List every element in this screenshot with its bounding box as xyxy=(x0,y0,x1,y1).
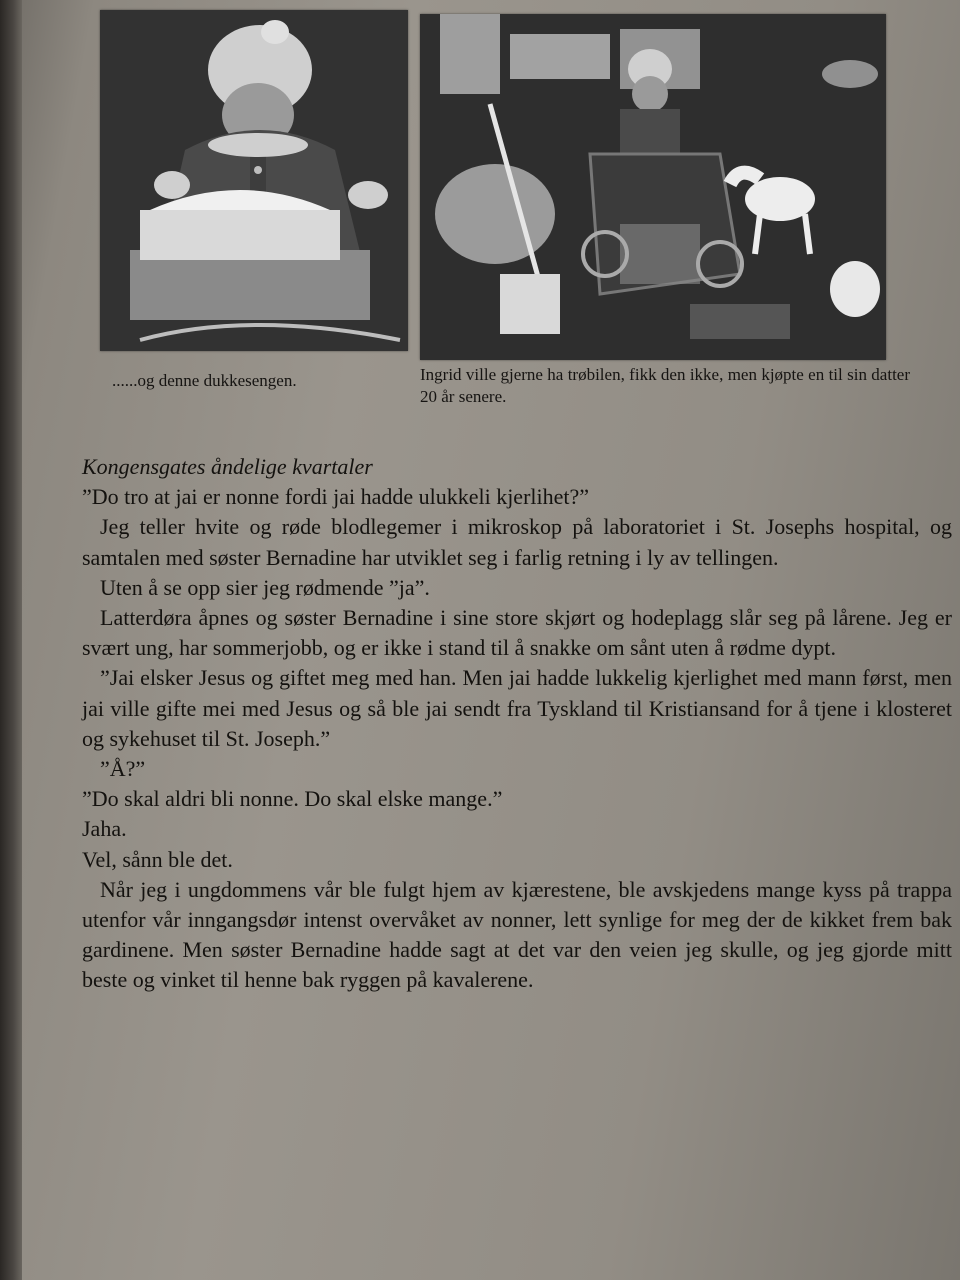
paragraph: Uten å se opp sier jeg rødmende ”ja”. xyxy=(100,574,430,600)
paragraph: Jeg teller hvite og røde blodlegemer i mikroskop på laboratoriet i St. Josephs hospital, og samtalen med søster Bernadine har utviklet seg i farlig retning i ly av tellingen. xyxy=(82,514,952,570)
paragraph: ”Do tro at jai er nonne fordi jai hadde ulukkeli kjerlihet?” xyxy=(82,484,590,510)
caption-left: ......og denne dukkesengen. xyxy=(112,371,297,390)
paragraph: ”Do skal aldri bli nonne. Do skal elske mange.” xyxy=(82,786,503,812)
paragraph: Latterdøra åpnes og søster Bernadine i sine store skjørt og hodeplagg slår seg på lårene. Jeg er svært ung, har sommerjobb, og er ikke i stand til å snakke om sånt uten å rødme dypt. xyxy=(82,605,952,661)
paragraph: ”Å?” xyxy=(100,756,146,782)
paragraph: ”Jai elsker Jesus og giftet meg med han. Men jai hadde lukkelig kjerlighet med mann først, men jai ville gifte mei med Jesus og så ble jai sendt fra Tyskland til Kristiansand for å tjene i klosteret og sykehuset til St. Joseph.” xyxy=(82,665,952,751)
chapter-text xyxy=(82,452,952,996)
caption-right: Ingrid ville gjerne ha trøbilen, fikk den ikke, men kjøpte en til sin datter 20 år senere. xyxy=(420,365,910,406)
section-heading: Kongensgates åndelige kvartaler xyxy=(82,454,373,479)
paragraph: Jaha. xyxy=(82,816,127,842)
photo-child-with-doll-bed xyxy=(100,10,408,351)
paragraph: Vel, sånn ble det. xyxy=(82,846,233,872)
book-spine xyxy=(0,0,22,1280)
paragraph: Når jeg i ungdommens vår ble fulgt hjem av kjærestene, ble avskjedens mange kyss på trappa utenfor vår inngangsdør intenst overvåket av nonner, lett synlige for meg der de kikket frem bak gardinene. Men søster Bernadine hadde sagt at det var den veien jeg skulle, og jeg gjorde mitt beste og vinket til henne bak ryggen på kavalerene. xyxy=(82,876,952,993)
photo-child-in-pedal-car xyxy=(420,14,886,360)
